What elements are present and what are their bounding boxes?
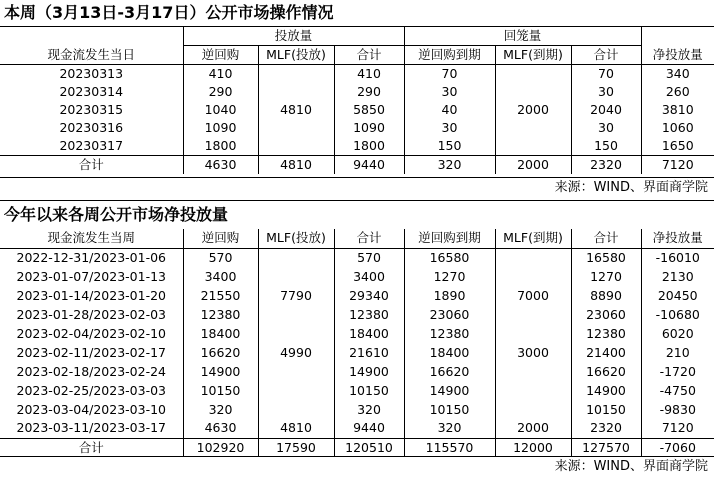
table-cell (258, 305, 334, 324)
table-cell: 410 (334, 65, 404, 84)
weekly-column-header-row (0, 46, 714, 65)
ytd-total-row (0, 438, 714, 457)
weekly-title: 本周（3月13日-3月17日）公开市场操作情况 (4, 3, 334, 22)
table-cell: 260 (641, 83, 714, 101)
table-cell (495, 400, 571, 419)
table-cell: 7000 (495, 286, 571, 305)
table-cell: 210 (641, 343, 714, 362)
total-cell: 4630 (183, 156, 258, 175)
table-cell: 1650 (641, 137, 714, 156)
row-date-cell: 2023-01-07/2023-01-13 (16, 268, 166, 284)
table-cell: 40 (404, 101, 495, 119)
table-cell (258, 248, 334, 267)
table-row (0, 65, 714, 84)
total-cell: 17590 (258, 438, 334, 457)
table-row (0, 137, 714, 156)
table-cell (495, 381, 571, 400)
weekly-total-row (0, 156, 714, 175)
table-row (0, 305, 714, 324)
col-reverse-repo: 逆回购 (183, 229, 258, 248)
row-date-cell: 20230316 (59, 120, 124, 135)
row-date-cell: 2023-01-28/2023-02-03 (16, 306, 166, 322)
table-cell: -4750 (641, 381, 714, 400)
total-cell: -7060 (641, 438, 714, 457)
table-cell (495, 324, 571, 343)
row-date-cell: 20230315 (59, 102, 124, 117)
col-reverse-repo-maturity: 逆回购到期 (404, 46, 495, 65)
col-date: 现金流发生当日 (0, 46, 183, 65)
table-cell: 1270 (404, 267, 495, 286)
table-cell: 10150 (334, 381, 404, 400)
col-mlf-issue: MLF(投放) (258, 229, 334, 248)
table-cell: 4810 (258, 419, 334, 438)
table-cell: 2130 (641, 267, 714, 286)
table-cell: 1040 (183, 101, 258, 119)
table-row (0, 381, 714, 400)
table-cell: 1090 (183, 119, 258, 137)
table-cell (258, 400, 334, 419)
table-cell: 2000 (495, 101, 571, 119)
total-cell: 9440 (334, 156, 404, 175)
table-cell: 320 (334, 400, 404, 419)
row-date-cell: 2022-12-31/2023-01-06 (16, 249, 166, 265)
table-cell: -16010 (641, 248, 714, 267)
table-cell (495, 248, 571, 267)
table-cell: 8890 (571, 286, 641, 305)
col-net-injection: 净投放量 (641, 229, 714, 248)
table-cell: 2000 (495, 419, 571, 438)
weekly-operations-table (0, 27, 714, 174)
table-cell: 16620 (571, 362, 641, 381)
table-cell: 290 (334, 83, 404, 101)
table-row (0, 343, 714, 362)
col-mlf-maturity: MLF(到期) (495, 229, 571, 248)
total-cell: 127570 (571, 438, 641, 457)
table-cell (495, 119, 571, 137)
table-cell: 30 (404, 83, 495, 101)
row-date-cell: 2023-01-14/2023-01-20 (16, 287, 166, 303)
table-cell: 10150 (183, 381, 258, 400)
table-cell: 5850 (334, 101, 404, 119)
row-date-cell: 20230317 (59, 138, 124, 153)
table-cell (258, 362, 334, 381)
total-cell: 102920 (183, 438, 258, 457)
total-cell: 12000 (495, 438, 571, 457)
row-date-cell: 20230313 (59, 66, 124, 81)
table-row (0, 362, 714, 381)
table-cell: 320 (183, 400, 258, 419)
table-cell: 570 (183, 248, 258, 267)
table-cell: 340 (641, 65, 714, 84)
table-cell: 1800 (183, 137, 258, 156)
table-cell: 16620 (183, 343, 258, 362)
table-cell: 410 (183, 65, 258, 84)
total-cell: 120510 (334, 438, 404, 457)
table-cell: 16580 (404, 248, 495, 267)
col-return-total: 合计 (571, 46, 641, 65)
table-cell: 1060 (641, 119, 714, 137)
table-cell: 3000 (495, 343, 571, 362)
table-cell: 4990 (258, 343, 334, 362)
total-label: 合计 (0, 438, 183, 457)
col-mlf-maturity: MLF(到期) (495, 46, 571, 65)
table-row (0, 119, 714, 137)
table-cell: 16620 (404, 362, 495, 381)
ytd-top-rule (0, 200, 714, 201)
table-cell: 7120 (641, 419, 714, 438)
ytd-source-note: 来源：WIND、界面商学院 (554, 459, 708, 474)
table-cell: 14900 (183, 362, 258, 381)
row-date-cell: 2023-02-25/2023-03-03 (16, 382, 166, 398)
table-cell: 18400 (334, 324, 404, 343)
total-cell: 7120 (641, 156, 714, 175)
table-cell: 14900 (334, 362, 404, 381)
total-cell: 320 (404, 156, 495, 175)
table-row (0, 286, 714, 305)
col-issue-total: 合计 (334, 46, 404, 65)
table-cell: 30 (404, 119, 495, 137)
table-cell: 30 (571, 119, 641, 137)
table-cell: 1800 (334, 137, 404, 156)
table-cell (258, 381, 334, 400)
return-group-header: 回笼量 (404, 27, 641, 46)
table-row (0, 248, 714, 267)
row-date-cell: 2023-02-11/2023-02-17 (16, 344, 166, 360)
table-cell: 3400 (183, 267, 258, 286)
weekly-group-header-row (0, 27, 714, 46)
table-cell: 1090 (334, 119, 404, 137)
table-cell: 12380 (571, 324, 641, 343)
table-cell: -9830 (641, 400, 714, 419)
table-cell: 290 (183, 83, 258, 101)
table-cell: -1720 (641, 362, 714, 381)
ytd-weekly-table (0, 229, 714, 457)
table-cell (495, 305, 571, 324)
col-mlf-issue: MLF(投放) (258, 46, 334, 65)
table-row (0, 400, 714, 419)
table-cell (258, 65, 334, 84)
ytd-column-header-row (0, 229, 714, 248)
table-cell (495, 137, 571, 156)
ytd-title: 今年以来各周公开市场净投放量 (4, 205, 229, 224)
col-issue-total: 合计 (334, 229, 404, 248)
table-cell: 21610 (334, 343, 404, 362)
table-cell: 23060 (571, 305, 641, 324)
table-cell: 14900 (404, 381, 495, 400)
table-cell: 30 (571, 83, 641, 101)
issue-group-header: 投放量 (183, 27, 404, 46)
table-cell (495, 65, 571, 84)
row-date-cell: 2023-02-18/2023-02-24 (16, 363, 166, 379)
table-cell: 10150 (571, 400, 641, 419)
table-cell: 70 (404, 65, 495, 84)
table-cell: 150 (404, 137, 495, 156)
table-cell: 1890 (404, 286, 495, 305)
table-cell: 2320 (571, 419, 641, 438)
col-reverse-repo-maturity: 逆回购到期 (404, 229, 495, 248)
table-cell: 3810 (641, 101, 714, 119)
table-cell: 6020 (641, 324, 714, 343)
table-cell: 20450 (641, 286, 714, 305)
row-date-cell: 20230314 (59, 84, 124, 99)
table-cell: 18400 (183, 324, 258, 343)
table-cell: 18400 (404, 343, 495, 362)
table-cell (495, 267, 571, 286)
table-cell (258, 119, 334, 137)
row-date-cell: 2023-03-04/2023-03-10 (16, 401, 166, 417)
row-date-cell: 2023-03-11/2023-03-17 (16, 420, 166, 436)
table-cell: 320 (404, 419, 495, 438)
table-cell: 1270 (571, 267, 641, 286)
table-cell: 23060 (404, 305, 495, 324)
table-row (0, 101, 714, 119)
weekly-source-note: 来源：WIND、界面商学院 (554, 180, 708, 195)
table-cell: 12380 (183, 305, 258, 324)
table-row (0, 324, 714, 343)
table-cell (258, 267, 334, 286)
table-cell: 14900 (571, 381, 641, 400)
table-cell: 16580 (571, 248, 641, 267)
table-row (0, 83, 714, 101)
col-return-total: 合计 (571, 229, 641, 248)
table-cell (258, 324, 334, 343)
row-date-cell: 2023-02-04/2023-02-10 (16, 325, 166, 341)
table-cell: 70 (571, 65, 641, 84)
col-week: 现金流发生当周 (0, 229, 183, 248)
table-cell (495, 362, 571, 381)
table-row (0, 267, 714, 286)
table-cell: 10150 (404, 400, 495, 419)
table-cell (258, 83, 334, 101)
table-cell: 7790 (258, 286, 334, 305)
table-cell: 4630 (183, 419, 258, 438)
table-cell: 150 (571, 137, 641, 156)
table-cell: 12380 (334, 305, 404, 324)
table-row (0, 419, 714, 438)
table-cell: 570 (334, 248, 404, 267)
col-reverse-repo: 逆回购 (183, 46, 258, 65)
total-cell: 2000 (495, 156, 571, 175)
total-cell: 4810 (258, 156, 334, 175)
table-cell: 3400 (334, 267, 404, 286)
table-cell (258, 137, 334, 156)
table-cell (495, 83, 571, 101)
table-cell: 9440 (334, 419, 404, 438)
table-cell: 29340 (334, 286, 404, 305)
total-label: 合计 (0, 156, 183, 175)
col-net-injection: 净投放量 (641, 46, 714, 65)
table-cell: 2040 (571, 101, 641, 119)
table-cell: 21550 (183, 286, 258, 305)
table-cell: -10680 (641, 305, 714, 324)
table-cell: 4810 (258, 101, 334, 119)
total-cell: 2320 (571, 156, 641, 175)
total-cell: 115570 (404, 438, 495, 457)
table-cell: 12380 (404, 324, 495, 343)
table-cell: 21400 (571, 343, 641, 362)
